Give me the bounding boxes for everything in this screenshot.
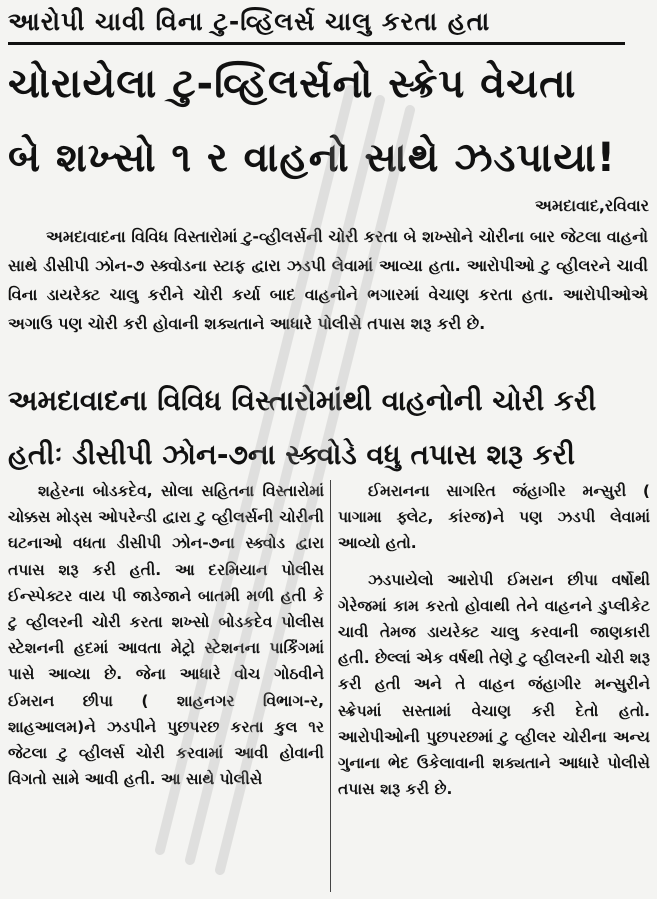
intro-paragraph: અમદાવાદના વિવિધ વિસ્તારોમાં ટુ-વ્હીલર્સની ચોરી કરતા બે શખ્સોને ચોરીના બાર જેટલા વાહનો સાથે ડીસીપી ઝોન-૭ સ્ક્વોડના સ્ટાફ દ્વારા ઝડપી લેવામાં આવ્યા હતા. આરોપીઓ ટુ વ્હીલરને ચાવી વિના ડાયરેક્ટ ચાલુ કરીને ચોરી કર્યા બાદ વાહનોને ભગારમાં વેચાણ કરતા હતા. આરોપીઓએ અગાઉ પણ ચોરી કરી હોવાની શક્યતાને આધારે પોલીસે તપાસ શરૂ કરી છે. <box>8 227 648 333</box>
subheadline-line-2: હતીઃ ડીસીપી ઝોન-૭ના સ્ક્વોડે વધુ તપાસ શરૂ કરી <box>8 438 575 471</box>
headline-line-1: ચોરાયેલા ટુ-વ્હિલર્સનો સ્ક્રેપ વેચતા <box>8 61 577 107</box>
kicker-underline <box>8 42 625 45</box>
dateline: અમદાવાદ,રવિવાર <box>535 196 649 215</box>
column-divider <box>330 480 331 892</box>
right-column <box>338 478 650 896</box>
left-column <box>8 478 324 896</box>
left-column-paragraph: શહેરના બોડકદેવ, સોલા સહિતના વિસ્તારોમાં ચોક્કસ મોડ્સ ઓપરેન્ડી દ્વારા ટુ વ્હીલર્સની ચોરીની ઘટનાઓ વધતા ડીસીપી ઝોન-૭ના સ્ક્વોડ દ્વારા તપાસ શરૂ કરી હતી. આ દરમિયાન પોલીસ ઈન્સ્પેક્ટર વાય પી જાડેજાને બાતમી મળી હતી કે ટુ વ્હીલરની ચોરી કરતા શખ્સો બોડકદેવ પોલીસ સ્ટેશનની હદમાં આવતા મેટ્રો સ્ટેશનના પાર્કિંગમાં પાસે આવ્યા છે. જેના આધારે વોચ ગોઠવીને ઈમરાન છીપા ( શાહનગર વિભાગ-ર, શાહઆલમ)ને ઝડપીને પુછપરછ કરતા કુલ ૧ર જેટલા ટુ વ્હીલર્સ ચોરી કરવામાં આવી હોવાની વિગતો સામે આવી હતી. આ સાથે પોલીસે <box>8 482 324 789</box>
headline-line-2: બે શખ્સો ૧ ર વાહનો સાથે ઝડપાયા! <box>8 135 616 181</box>
right-column-paragraph-1: ઈમરાનના સાગરિત જંહાગીર મન્સુરી ( પાગામા ફ્લેટ, કાંરજ)ને પણ ઝડપી લેવામાં આવ્યો હતો. <box>338 482 650 553</box>
kicker-line: આરોપી ચાવી વિના ટુ-વ્હિલર્સ ચાલુ કરતા હતા <box>8 7 491 36</box>
right-column-paragraph-2: ઝડપાયેલો આરોપી ઈમરાન છીપા વર્ષોથી ગેરેજમાં કામ કરતો હોવાથી તેને વાહનને ડુપ્લીકેટ ચાવી તેમજ ડાયરેક્ટ ચાલુ કરવાની જાણકારી હતી. છેલ્લાં એક વર્ષથી તેણે ટુ વ્હીલરની ચોરી શરૂ કરી હતી અને તે વાહન જંહાગીર મન્સુરીને સ્ક્રેપમાં સસ્તામાં વેચાણ કરી દેતો હતો. આરોપીઓની પુછપરછમાં ટુ વ્હીલર ચોરીના અન્ય ગુનાના ભેદ ઉકેલાવાની શક્યતાને આધારે પોલીસે તપાસ શરૂ કરી છે. <box>338 570 650 799</box>
subheadline-line-1: અમદાવાદના વિવિધ વિસ્તારોમાંથી વાહનોની ચોરી કરી <box>8 384 597 417</box>
